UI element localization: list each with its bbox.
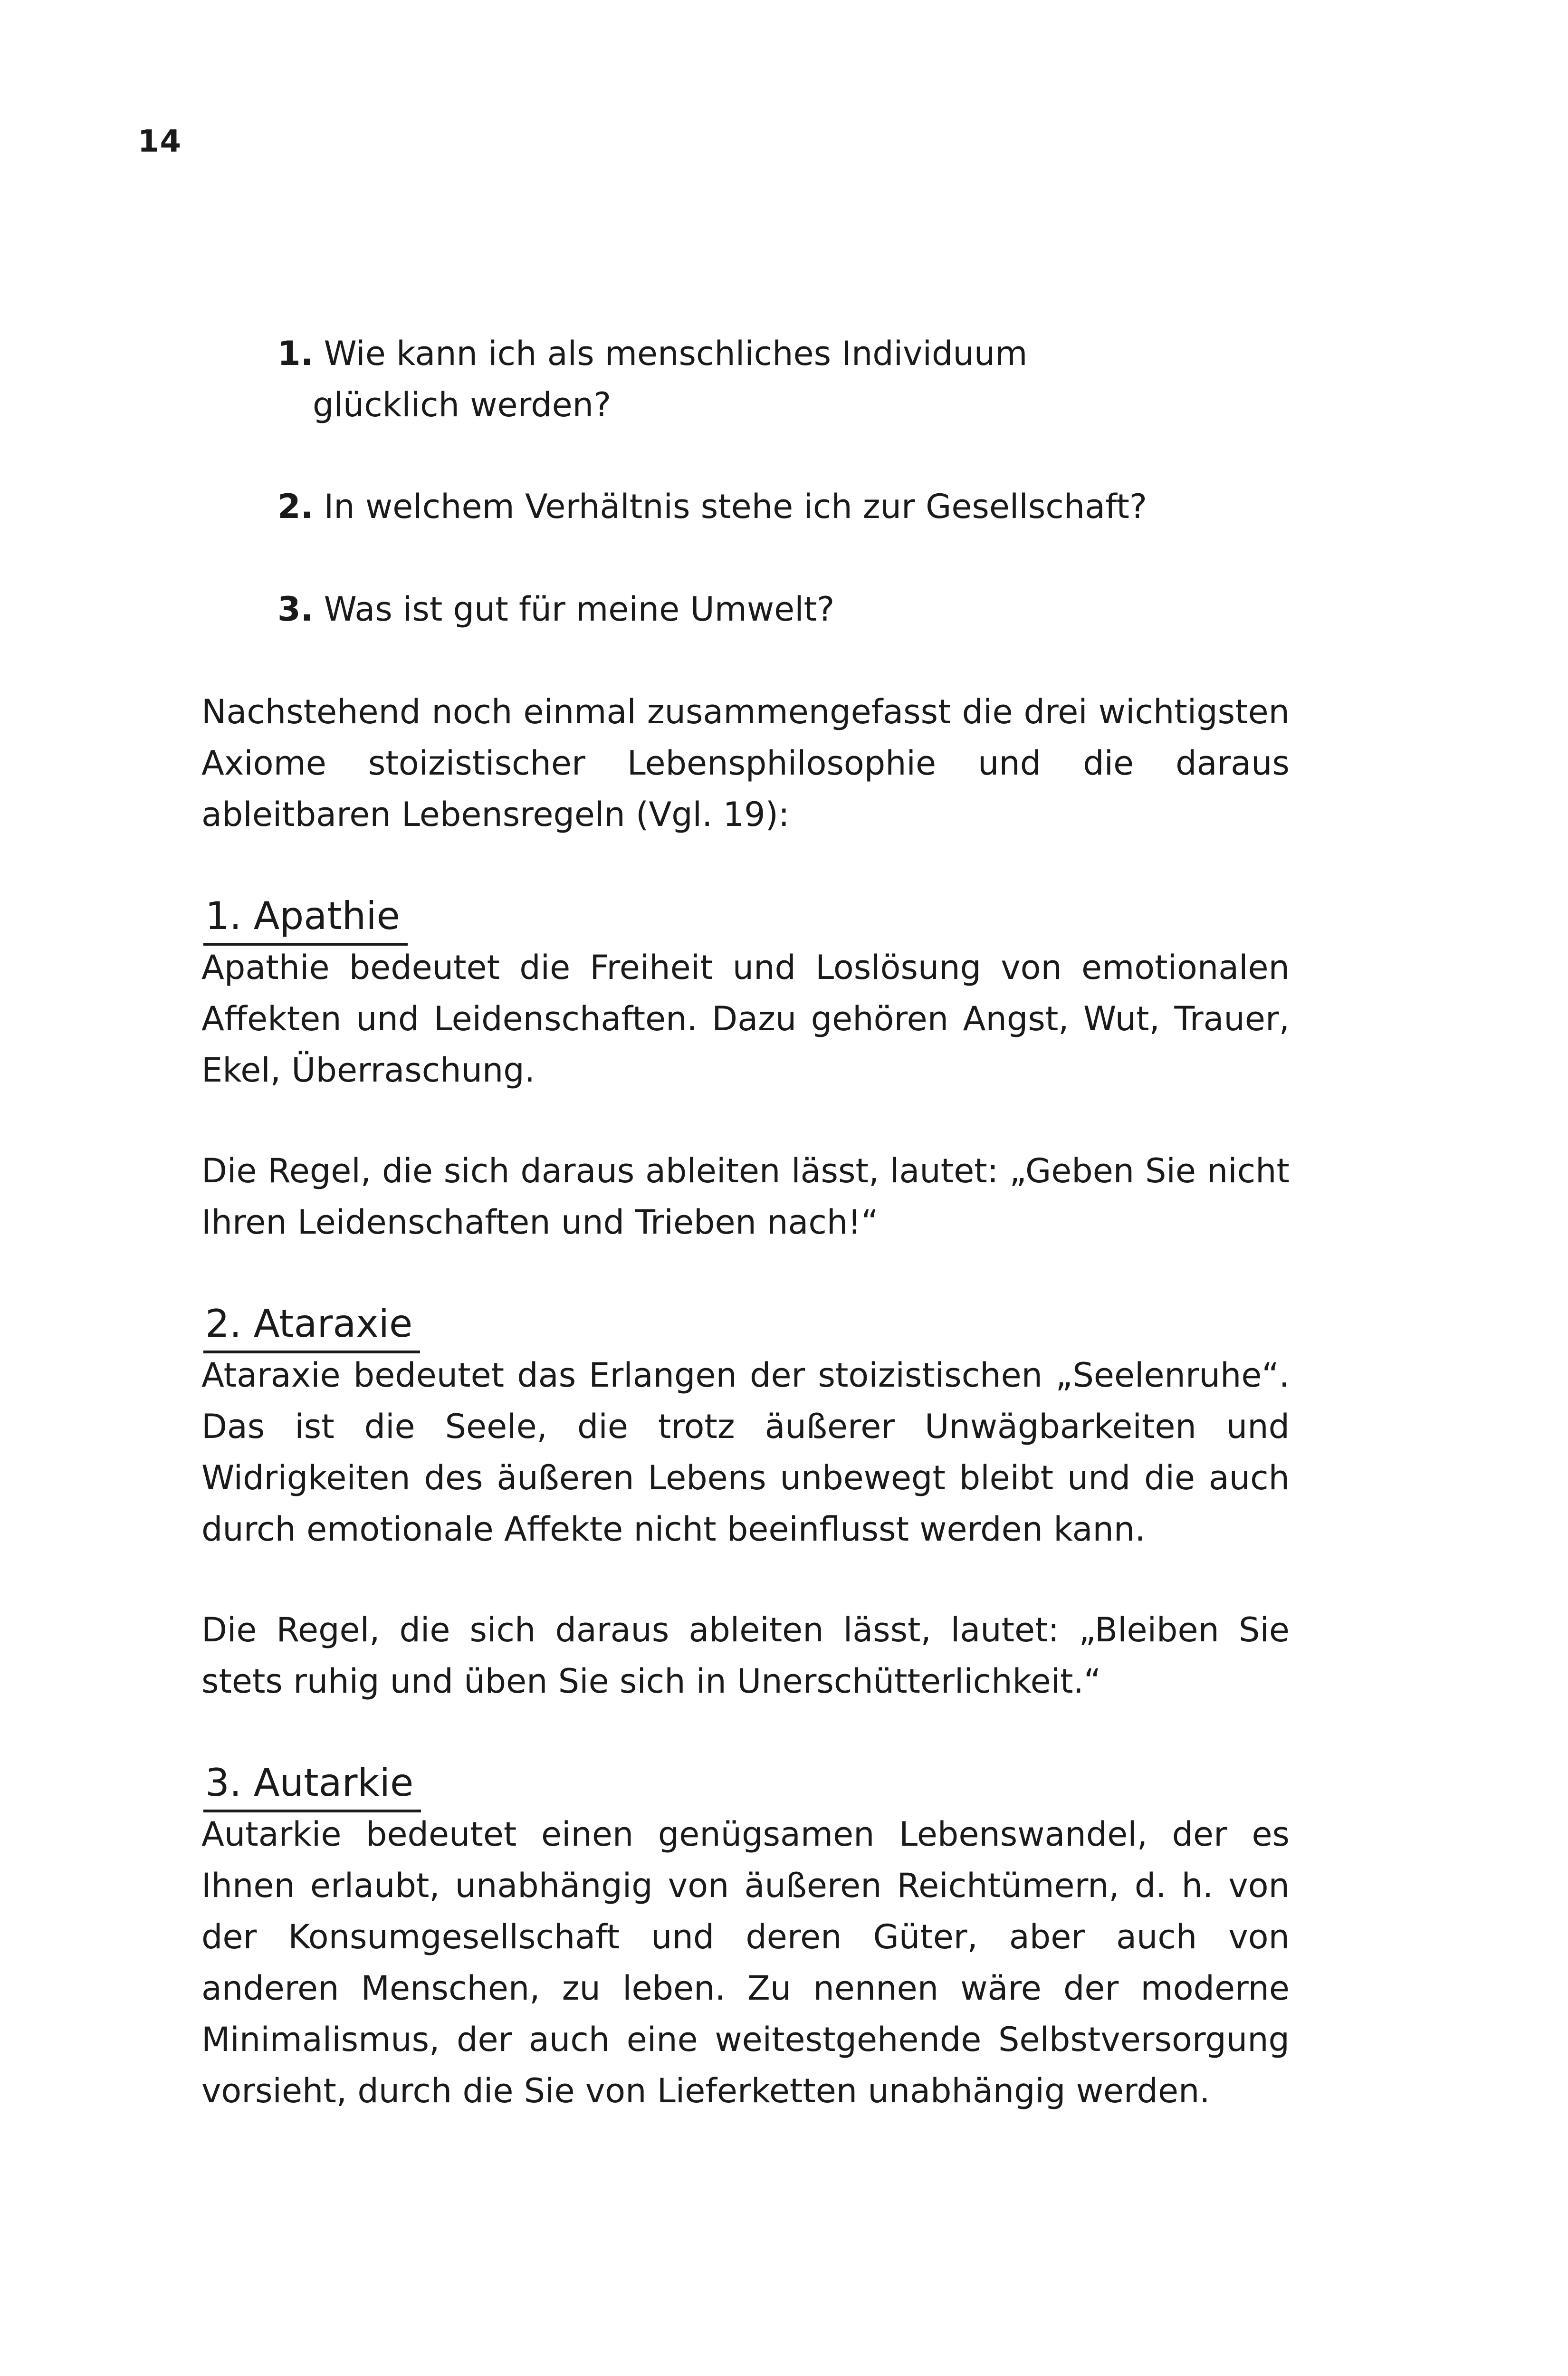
intro-paragraph: Nachstehend noch einmal zusammengefasst die drei wichtigsten Axiome stoizistischer Lebensphilosophie und die daraus ableitbaren Lebensregeln (Vgl. 19): [201,692,1290,834]
section-heading-autarkie: 3. Autarkie [203,1756,421,1812]
question-number: 3. [277,590,314,629]
question-number: 1. [277,334,314,373]
section-body-autarkie: Autarkie bedeutet einen genügsamen Lebenswandel, der es Ihnen erlaubt, unabhängig von äußeren Reichtümern, d. h. von der Konsumgesellschaft und deren Güter, aber auch von anderen Menschen, zu leben. Zu nennen wäre der moderne Minimalismus, der auch eine weitestgehende Selbstversorgung vorsieht, durch die Sie von Lieferketten unabhängig werden. [201,1815,1290,2110]
question-item [277,481,1228,532]
question-number: 2. [277,487,314,526]
question-text: In welchem Verhältnis stehe ich zur Gesellschaft? [324,487,1147,526]
question-text: Wie kann ich als menschliches Individuum [324,334,1028,373]
question-text: Was ist gut für meine Umwelt? [324,590,835,629]
question-text-continued: glücklich werden? [313,385,612,424]
section-heading-ataraxie: 2. Ataraxie [203,1297,420,1353]
section-body-apathie: Apathie bedeutet die Freiheit und Loslösung von emotionalen Affekten und Leidenschaften. Dazu gehören Angst, Wut, Trauer, Ekel, Überraschung. [201,948,1290,1090]
question-item [277,328,1228,431]
section-rule-apathie: Die Regel, die sich daraus ableiten lässt, lautet: „Geben Sie nicht Ihren Leidenschaften und Trieben nach!“ [201,1151,1290,1242]
section-heading-apathie: 1. Apathie [203,890,408,946]
section-body-ataraxie: Ataraxie bedeutet das Erlangen der stoizistischen „Seelenruhe“. Das ist die Seele, die trotz äußerer Unwägbarkeiten und Widrigkeiten des äußeren Lebens unbewegt bleibt und die auch durch emotionale Affekte nicht beeinflusst werden kann. [201,1356,1290,1549]
page-number: 14 [138,124,182,159]
section-rule-ataraxie: Die Regel, die sich daraus ableiten lässt, lautet: „Bleiben Sie stets ruhig und üben Sie sich in Unerschütterlichkeit.“ [201,1610,1290,1701]
question-item [277,584,1228,635]
